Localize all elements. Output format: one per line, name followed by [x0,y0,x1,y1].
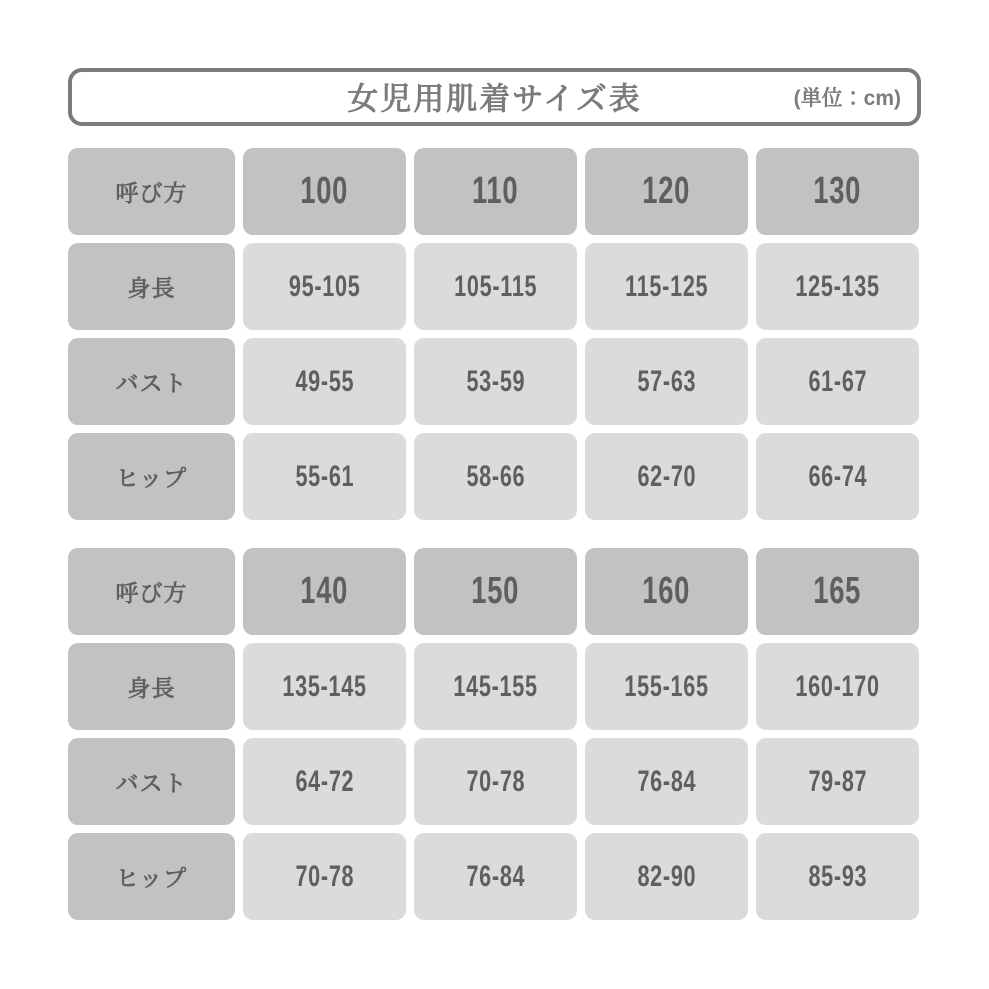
measurement-range: 49-55 [295,364,354,398]
measurement-label: バスト [115,370,188,396]
measurement-value-cell [756,338,919,425]
size-designation: 150 [471,570,520,612]
measurement-value-cell [243,738,406,825]
size-tables [68,148,989,920]
header-label-cell [68,148,235,235]
measurement-range: 55-61 [295,459,354,493]
measurement-label: バスト [115,770,188,796]
size-designation: 110 [472,170,519,212]
measurement-value-cell [414,738,577,825]
measurement-value-cell [243,433,406,520]
measurement-range: 125-135 [795,269,880,303]
row-header-label: 呼び方 [115,180,188,206]
measurement-value-cell [414,833,577,920]
measurement-range: 105-115 [453,269,538,303]
measurement-range: 53-59 [466,364,525,398]
measurement-range: 66-74 [808,459,867,493]
measurement-value-cell [756,243,919,330]
size-designation-cell [414,548,577,635]
measurement-label-cell [68,738,235,825]
measurement-range: 62-70 [637,459,696,493]
measurement-range: 95-105 [288,269,361,303]
measurement-range: 160-170 [795,669,880,703]
measurement-value-cell [756,833,919,920]
measurement-value-cell [756,433,919,520]
measurement-value-cell [243,643,406,730]
measurement-range: 85-93 [808,859,867,893]
size-designation-cell [243,548,406,635]
measurement-range: 58-66 [466,459,525,493]
measurement-value-cell [585,738,748,825]
measurement-value-cell [585,433,748,520]
measurement-range: 70-78 [466,764,525,798]
measurement-range: 145-155 [453,669,538,703]
measurement-label-cell [68,833,235,920]
size-designation: 130 [813,170,862,212]
measurement-range: 155-165 [624,669,709,703]
measurement-range: 57-63 [637,364,696,398]
measurement-value-cell [414,243,577,330]
size-table-1 [68,148,921,520]
size-table-2 [68,548,921,920]
size-designation: 100 [300,170,349,212]
measurement-value-cell [756,738,919,825]
measurement-range: 61-67 [808,364,867,398]
measurement-value-cell [414,433,577,520]
measurement-range: 76-84 [637,764,696,798]
measurement-label: 身長 [127,675,176,701]
measurement-value-cell [414,643,577,730]
size-designation: 120 [642,170,691,212]
measurement-range: 82-90 [637,859,696,893]
measurement-label-cell [68,243,235,330]
unit-label: (単位：cm) [793,87,901,110]
measurement-value-cell [756,643,919,730]
size-designation-cell [756,148,919,235]
measurement-label-cell [68,643,235,730]
measurement-label: 身長 [127,275,176,301]
size-designation-cell [243,148,406,235]
row-header-label: 呼び方 [115,580,188,606]
measurement-label-cell [68,433,235,520]
size-designation-cell [414,148,577,235]
size-designation: 160 [642,570,691,612]
measurement-value-cell [585,643,748,730]
size-designation-cell [585,548,748,635]
measurement-label: ヒップ [115,465,188,491]
measurement-range: 70-78 [295,859,354,893]
measurement-label-cell [68,338,235,425]
measurement-label: ヒップ [115,865,188,891]
measurement-value-cell [414,338,577,425]
measurement-range: 115-125 [624,269,709,303]
size-designation-cell [585,148,748,235]
measurement-value-cell [243,338,406,425]
measurement-value-cell [585,833,748,920]
measurement-value-cell [243,243,406,330]
measurement-range: 79-87 [808,764,867,798]
measurement-range: 64-72 [295,764,354,798]
size-designation: 140 [300,570,349,612]
measurement-range: 135-145 [282,669,367,703]
measurement-value-cell [585,338,748,425]
title-box [68,68,921,126]
measurement-value-cell [243,833,406,920]
measurement-value-cell [585,243,748,330]
size-designation: 165 [813,570,862,612]
size-designation-cell [756,548,919,635]
page-title: 女児用肌着サイズ表 [347,81,642,117]
measurement-range: 76-84 [466,859,525,893]
header-label-cell [68,548,235,635]
